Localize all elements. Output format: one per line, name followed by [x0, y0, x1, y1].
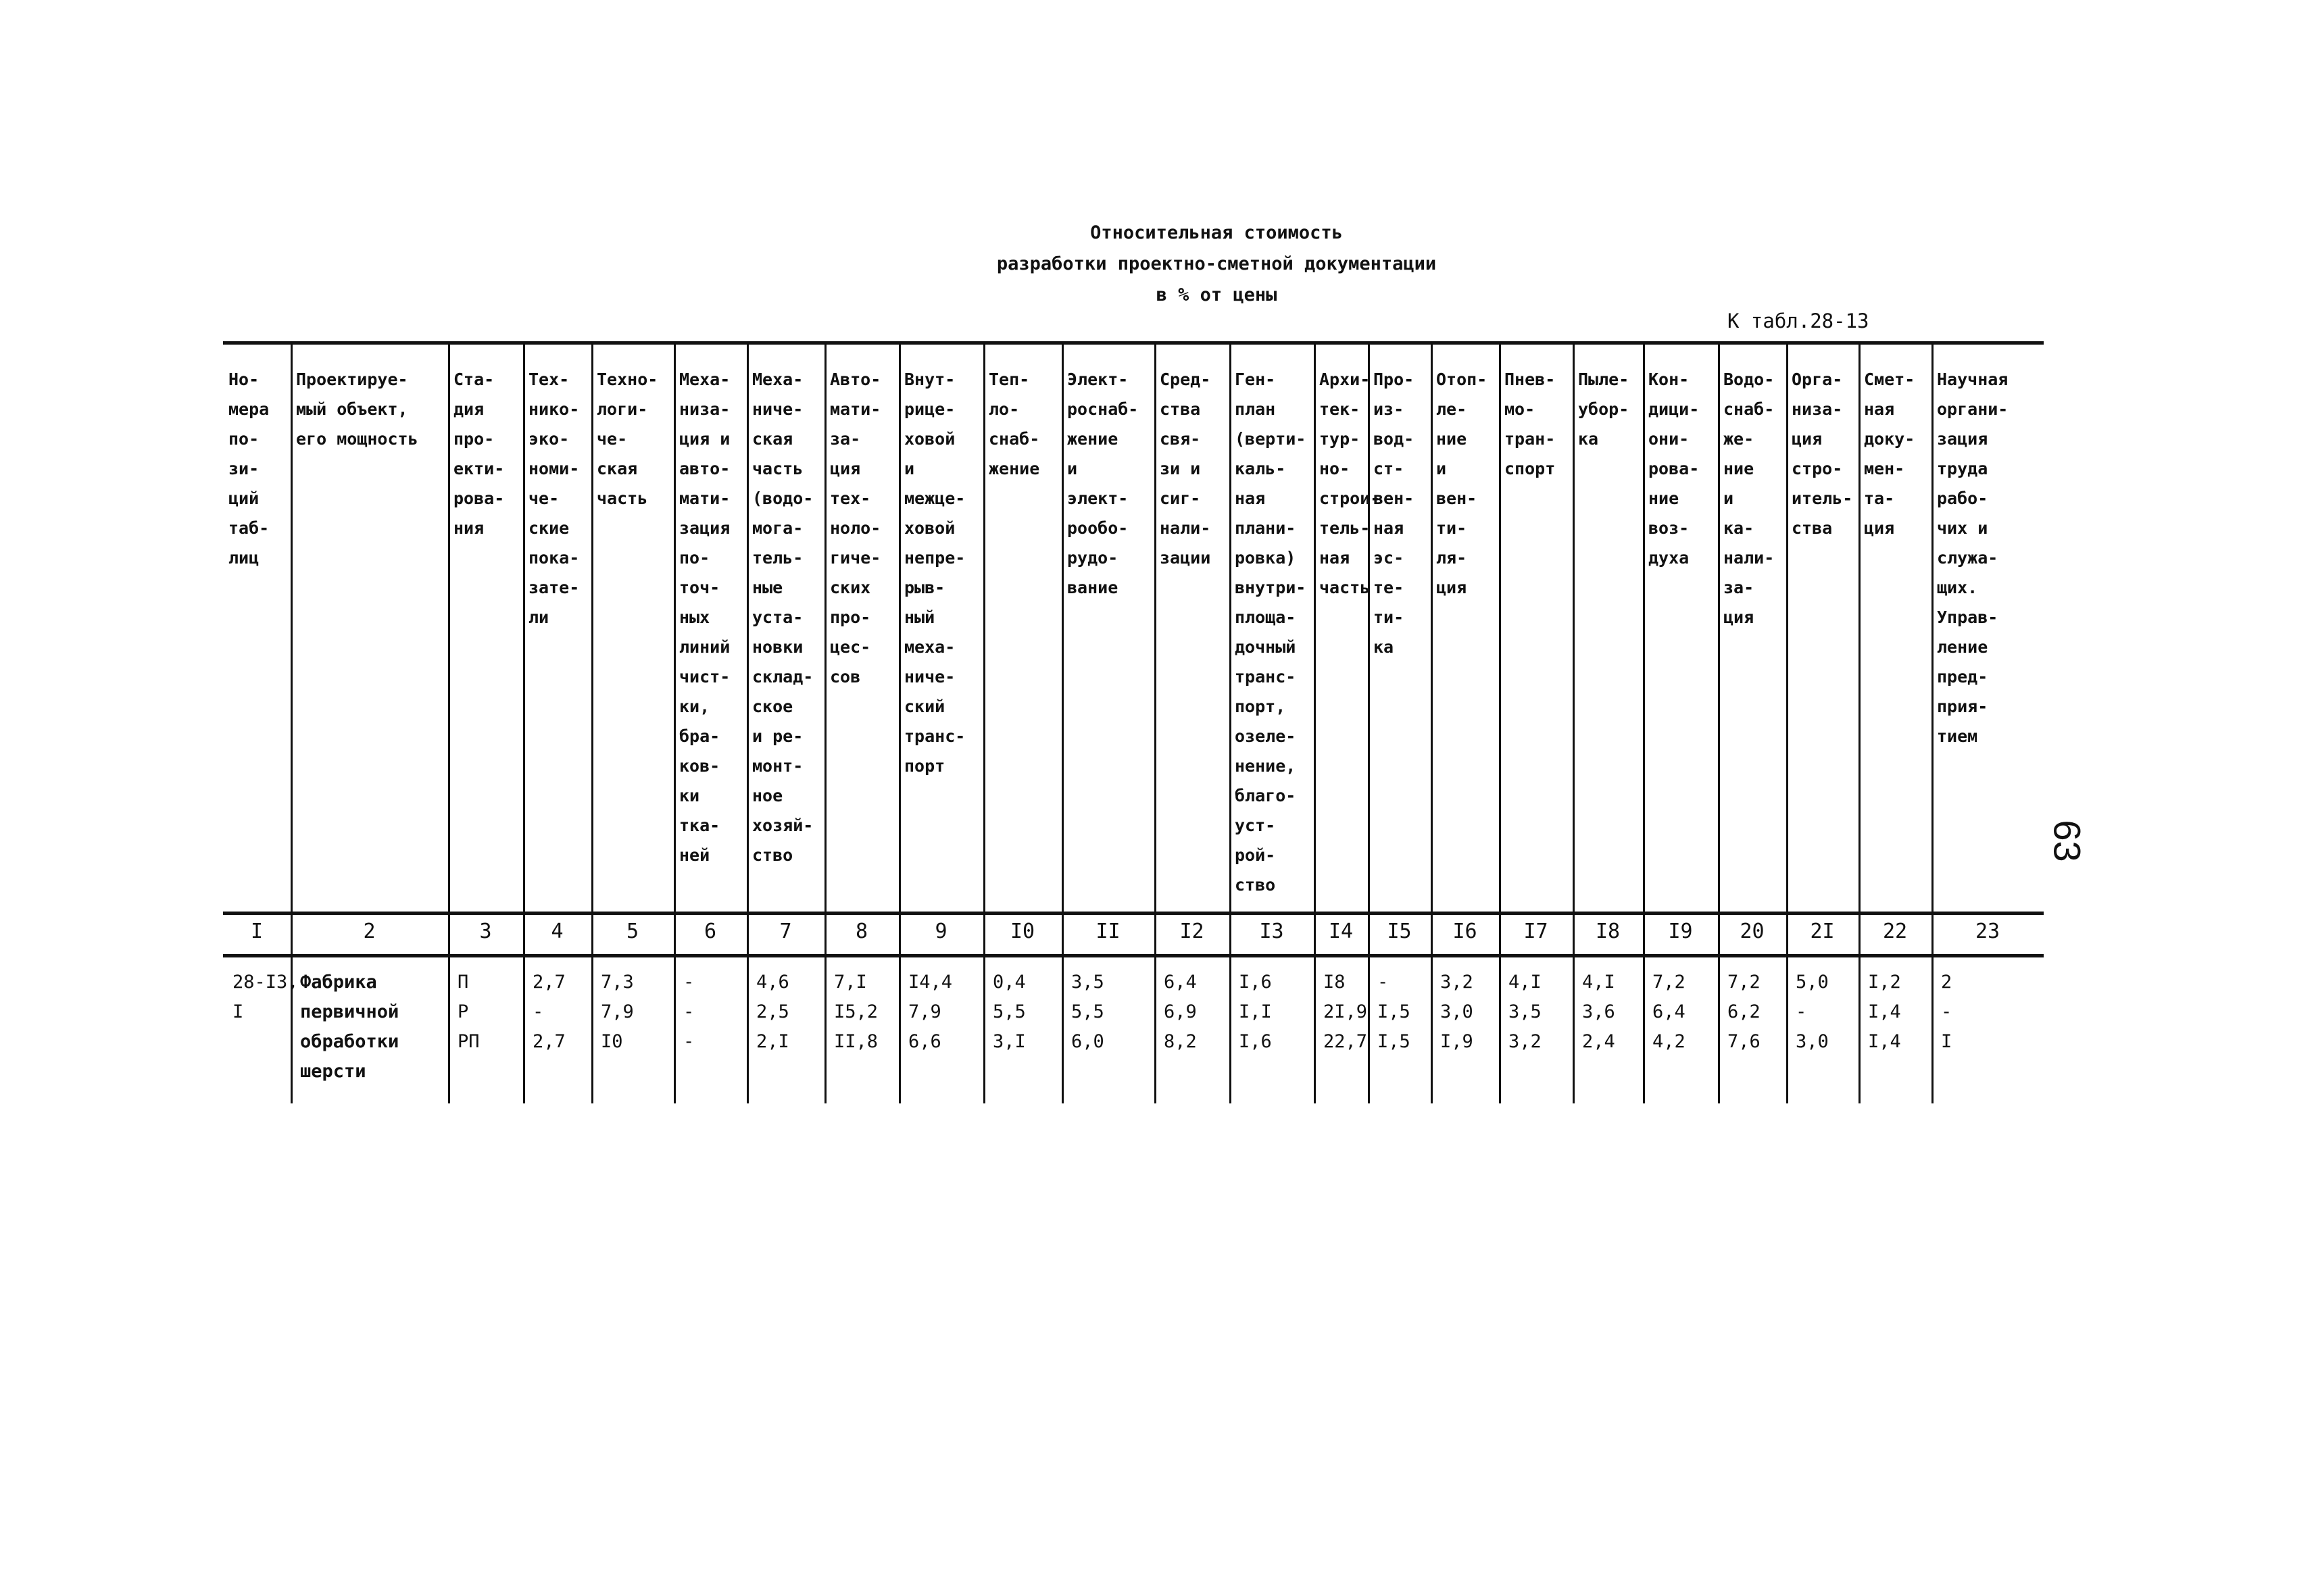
column-header: Отоп- ле- ние и вен- ти- ля- ция — [1436, 370, 1487, 597]
table-position: 28-I3, I — [232, 972, 299, 1022]
column-divider — [1368, 956, 1370, 1103]
column-divider — [1229, 343, 1231, 912]
column-number: I — [250, 920, 264, 943]
column-header: Меха- низа- ция и авто- мати- зация по- точ- ных линий чист- ки, бра- ков- ки тка- ней — [679, 370, 731, 865]
table-cell: 2 - I — [1941, 972, 1952, 1052]
column-divider — [1643, 956, 1645, 1103]
column-header: Орга- низа- ция стро- итель- ства — [1792, 370, 1853, 538]
column-divider — [523, 956, 525, 1103]
table-cell: 4,6 2,5 2,I — [756, 972, 789, 1052]
table-cell: 4,I 3,5 3,2 — [1508, 972, 1542, 1052]
column-divider — [1314, 956, 1316, 1103]
column-header: Архи- тек- тур- но- строи- тель- ная часть — [1319, 370, 1381, 597]
column-number: I3 — [1259, 920, 1284, 943]
column-header: Про- из- вод- ст- вен- ная эс- те- ти- ка — [1373, 370, 1414, 657]
column-divider — [983, 343, 985, 912]
table-cell: 7,I I5,2 II,8 — [834, 972, 879, 1052]
column-header: Ген- план (верти- каль- ная плани- ровка) внутри- площа- дочный транс- порт, озеле- нение, благо- уст- рой- ство — [1235, 370, 1306, 895]
column-header: Проектируе- мый объект, его мощность — [296, 370, 418, 449]
column-header: Кон- дици- они- рова- ние воз- духа — [1648, 370, 1700, 568]
column-number: 23 — [1975, 920, 2000, 943]
column-divider — [448, 343, 450, 912]
column-divider — [1062, 343, 1064, 912]
table-cell: I8 2I,9 22,7 — [1323, 972, 1368, 1052]
column-number: 22 — [1882, 920, 1908, 943]
column-divider — [448, 956, 450, 1103]
column-header: Меха- ниче- ская часть (водо- мога- тель- ные уста- новки склад- ское и ре- монт- ное хозяй- ство — [752, 370, 814, 865]
column-divider — [824, 956, 827, 1103]
column-header: Пыле- убор- ка — [1578, 370, 1629, 449]
column-header: Сред- ства свя- зи и сиг- нали- зации — [1160, 370, 1211, 568]
column-header: Теп- ло- снаб- жение — [989, 370, 1040, 478]
page-number: 63 — [2046, 820, 2089, 862]
column-number: I2 — [1179, 920, 1204, 943]
table-object: Фабрика первичной обработки шерсти — [300, 972, 399, 1082]
column-header: Научная органи- зация труда рабо- чих и служа- щих. Управ- ление пред- прия- тием — [1937, 370, 2009, 746]
column-number: I9 — [1668, 920, 1693, 943]
table-cell: 5,0 - 3,0 — [1796, 972, 1829, 1052]
column-number: II — [1096, 920, 1121, 943]
column-number: 7 — [779, 920, 792, 943]
table-cell: 7,3 7,9 I0 — [601, 972, 634, 1052]
column-header: Элект- роснаб- жение и элект- рообо- рудо- вание — [1067, 370, 1139, 597]
column-header: Тех- нико- эко- номи- че- ские пока- зате- ли — [528, 370, 580, 627]
column-divider — [899, 343, 901, 912]
column-number: I6 — [1452, 920, 1477, 943]
column-divider — [1499, 956, 1501, 1103]
column-number: 4 — [551, 920, 564, 943]
column-number: 5 — [626, 920, 639, 943]
column-number: 2I — [1810, 920, 1835, 943]
column-divider — [1499, 343, 1501, 912]
column-divider — [291, 343, 293, 912]
column-divider — [824, 343, 827, 912]
column-number: 2 — [363, 920, 376, 943]
column-divider — [1431, 343, 1433, 912]
column-number: 9 — [935, 920, 947, 943]
title-line-2: разработки проектно-сметной документации — [996, 253, 1437, 274]
column-divider — [899, 956, 901, 1103]
table-cell: 7,2 6,2 7,6 — [1727, 972, 1761, 1052]
column-divider — [674, 956, 676, 1103]
column-header: Пнев- мо- тран- спорт — [1504, 370, 1556, 478]
column-number: I4 — [1328, 920, 1354, 943]
document-title — [865, 218, 1568, 311]
table-cell: 6,4 6,9 8,2 — [1164, 972, 1197, 1052]
column-header: Смет- ная доку- мен- та- ция — [1864, 370, 1915, 538]
column-number: 3 — [479, 920, 492, 943]
column-number: 20 — [1740, 920, 1765, 943]
column-header: Техно- логи- че- ская часть — [597, 370, 658, 508]
title-line-3: в % от цены — [1156, 284, 1277, 305]
table-cell: 7,2 6,4 4,2 — [1652, 972, 1685, 1052]
column-number: I0 — [1010, 920, 1035, 943]
column-divider — [591, 956, 593, 1103]
column-divider — [1573, 343, 1575, 912]
column-divider — [1154, 343, 1156, 912]
table-cell: I4,4 7,9 6,6 — [908, 972, 953, 1052]
table-cell: I,2 I,4 I,4 — [1868, 972, 1901, 1052]
column-header: Ста- дия про- екти- рова- ния — [453, 370, 505, 538]
table-cell: 3,2 3,0 I,9 — [1440, 972, 1473, 1052]
column-divider — [591, 343, 593, 912]
column-header: Внут- рице- ховой и межце- ховой непре- рыв- ный меха- ниче- ский транс- порт — [904, 370, 966, 776]
table-cell: 3,5 5,5 6,0 — [1071, 972, 1104, 1052]
column-divider — [1431, 956, 1433, 1103]
column-divider — [1931, 343, 1934, 912]
column-header: Авто- мати- за- ция тех- ноло- гиче- ских про- цес- сов — [830, 370, 881, 687]
column-header: Но- мера по- зи- ций таб- лиц — [228, 370, 270, 568]
table-cell: 4,I 3,6 2,4 — [1582, 972, 1615, 1052]
column-divider — [1573, 956, 1575, 1103]
column-divider — [1229, 956, 1231, 1103]
table-top-rule — [223, 341, 2044, 345]
table-cell: I,6 I,I I,6 — [1239, 972, 1272, 1052]
column-divider — [523, 343, 525, 912]
table-reference: К табл.28-13 — [1727, 309, 1869, 332]
column-divider — [1643, 343, 1645, 912]
table-cell: - I,5 I,5 — [1377, 972, 1410, 1052]
table-stage: П Р РП — [458, 972, 480, 1052]
column-divider — [1062, 956, 1064, 1103]
column-divider — [674, 343, 676, 912]
column-number: I7 — [1523, 920, 1548, 943]
table-cell: 2,7 - 2,7 — [533, 972, 566, 1052]
column-divider — [747, 956, 749, 1103]
column-divider — [1858, 343, 1861, 912]
column-divider — [1931, 956, 1934, 1103]
column-divider — [983, 956, 985, 1103]
column-divider — [1154, 956, 1156, 1103]
column-divider — [1314, 343, 1316, 912]
column-number: 8 — [855, 920, 868, 943]
column-divider — [747, 343, 749, 912]
column-number: I5 — [1387, 920, 1412, 943]
column-number: 6 — [704, 920, 717, 943]
title-line-1: Относительная стоимость — [1090, 222, 1343, 243]
column-divider — [1786, 343, 1788, 912]
column-header: Водо- снаб- же- ние и ка- нали- за- ция — [1723, 370, 1775, 627]
table-cell: 0,4 5,5 3,I — [993, 972, 1026, 1052]
column-number: I8 — [1595, 920, 1621, 943]
column-divider — [1858, 956, 1861, 1103]
column-divider — [1718, 956, 1720, 1103]
column-number-bottom-rule — [223, 954, 2044, 957]
column-divider — [1786, 956, 1788, 1103]
table-cell: - - - — [683, 972, 695, 1052]
column-divider — [1718, 343, 1720, 912]
